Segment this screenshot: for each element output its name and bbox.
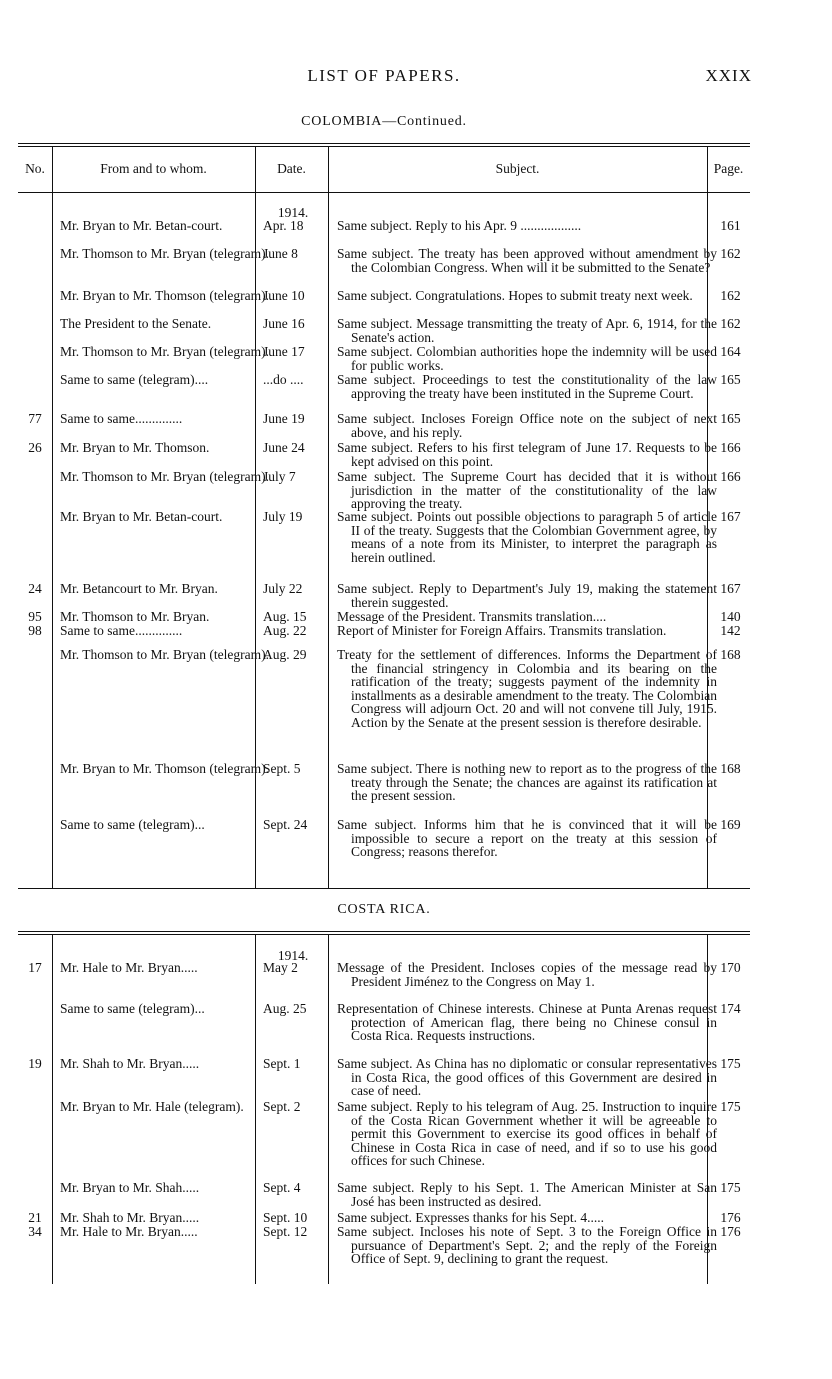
row-number: 34 xyxy=(28,1224,42,1239)
row-date: Aug. 29 xyxy=(263,647,307,662)
row-from-to: Mr. Bryan to Mr. Thomson (telegram). xyxy=(60,288,269,303)
row-subject: Same subject. Proceedings to test the constitutionality of the law approving the treaty have been instituted in the Supreme Court. xyxy=(337,372,717,401)
row-number: 21 xyxy=(28,1210,42,1225)
row-date: June 16 xyxy=(263,316,305,331)
row-from-to: Mr. Thomson to Mr. Bryan (telegram). xyxy=(60,469,269,484)
row-from-to: Mr. Hale to Mr. Bryan..... xyxy=(60,960,198,975)
row-number: 98 xyxy=(28,623,42,638)
row-from-to: Mr. Thomson to Mr. Bryan. xyxy=(60,609,210,624)
row-date: June 8 xyxy=(263,246,298,261)
page-title: LIST OF PAPERS. xyxy=(307,66,461,85)
row-subject: Same subject. Expresses thanks for his Sept. 4..... xyxy=(337,1210,604,1225)
year-label: 1914. xyxy=(277,948,309,963)
row-from-to: Same to same (telegram).... xyxy=(60,372,209,387)
row-date: June 10 xyxy=(263,288,305,303)
row-page: 165 xyxy=(720,411,741,426)
row-from-to: Mr. Shah to Mr. Bryan..... xyxy=(60,1056,200,1071)
row-from-to: Mr. Bryan to Mr. Thomson (telegram). xyxy=(60,761,269,776)
row-number: 77 xyxy=(28,411,42,426)
running-header xyxy=(0,66,832,96)
row-subject: Treaty for the settlement of differences. Informs the Department of the financial stringency in Colombia and its bearing on the ratification of the treaty; suggests payment of the indemnity in installments as a desirable amendment to the treaty. The Colombian Congress will adjourn Oct. 20 and will not convene till July, 1915. Action by the Senate at the present session is therefore desirable. xyxy=(337,647,717,730)
row-subject: Same subject. The treaty has been approved without amendment by the Colombian Congress. When will it be submitted to the Senate? xyxy=(337,246,717,275)
row-subject: Same subject. Reply to his telegram of Aug. 25. Instruction to inquire of the Costa Rican Government whether it will be agreeable to permit this Government to exercise its good offices in behalf of Chinese in Costa Rica in case of need, and if so to use his good offices for such Chinese. xyxy=(337,1099,717,1168)
row-page: 142 xyxy=(720,623,741,638)
row-number: 19 xyxy=(28,1056,42,1071)
row-subject: Same subject. Refers to his first telegram of June 17. Requests to be kept advised on this point. xyxy=(337,440,717,469)
row-subject: Same subject. Reply to his Apr. 9 .................. xyxy=(337,218,582,233)
section-heading-colombia: COLOMBIA—Continued. xyxy=(301,114,467,129)
row-date: Aug. 22 xyxy=(263,623,307,638)
row-date: May 2 xyxy=(263,960,298,975)
row-page: 175 xyxy=(720,1099,741,1114)
row-page: 170 xyxy=(720,960,741,975)
costa-rica-table xyxy=(18,931,750,1286)
row-from-to: Same to same (telegram)... xyxy=(60,1001,205,1016)
row-from-to: Same to same (telegram)... xyxy=(60,817,205,832)
table-rule xyxy=(18,146,750,147)
row-from-to: Mr. Bryan to Mr. Betan-court. xyxy=(60,509,223,524)
row-subject: Same subject. Congratulations. Hopes to submit treaty next week. xyxy=(337,288,693,303)
row-date: Sept. 4 xyxy=(263,1180,301,1195)
row-page: 169 xyxy=(720,817,741,832)
column-header-no: No. xyxy=(25,161,45,176)
table-rule xyxy=(18,931,750,932)
row-from-to: Mr. Thomson to Mr. Bryan (telegram). xyxy=(60,647,269,662)
row-from-to: Mr. Bryan to Mr. Thomson. xyxy=(60,440,210,455)
column-header-date: Date. xyxy=(277,161,306,176)
row-subject: Same subject. Colombian authorities hope the indemnity will be used for public works. xyxy=(337,344,717,373)
row-page: 164 xyxy=(720,344,741,359)
column-header-subject: Subject. xyxy=(495,161,540,176)
row-from-to: Mr. Betancourt to Mr. Bryan. xyxy=(60,581,218,596)
row-date: July 19 xyxy=(263,509,303,524)
row-date: June 19 xyxy=(263,411,305,426)
row-date: July 22 xyxy=(263,581,303,596)
row-date: Sept. 10 xyxy=(263,1210,308,1225)
row-subject: Message of the President. Transmits translation.... xyxy=(337,609,607,624)
row-subject: Same subject. Incloses Foreign Office note on the subject of next above, and his reply. xyxy=(337,411,717,440)
row-subject: Same subject. Reply to his Sept. 1. The American Minister at San José has been instructed as desired. xyxy=(337,1180,717,1209)
row-subject: Same subject. The Supreme Court has decided that it is without jurisdiction in the matter of the constitutionality of the law approving the treaty. xyxy=(337,469,717,511)
row-page: 165 xyxy=(720,372,741,387)
section-heading-costa-rica: COSTA RICA. xyxy=(337,902,431,917)
column-divider xyxy=(328,934,329,1284)
row-subject: Same subject. Reply to Department's July 19, making the statement therein suggested. xyxy=(337,581,717,610)
colombia-table xyxy=(18,143,750,890)
column-divider xyxy=(52,934,53,1284)
table-rule xyxy=(18,888,750,889)
row-date: Aug. 15 xyxy=(263,609,307,624)
row-date: Sept. 1 xyxy=(263,1056,301,1071)
row-page: 168 xyxy=(720,761,741,776)
row-from-to: Mr. Thomson to Mr. Bryan (telegram). xyxy=(60,246,269,261)
page-number: XXIX xyxy=(705,66,752,85)
row-date: Sept. 24 xyxy=(263,817,308,832)
row-page: 167 xyxy=(720,581,741,596)
row-page: 162 xyxy=(720,246,741,261)
row-subject: Same subject. There is nothing new to report as to the progress of the treaty through the Senate; the chances are against its ratification at the present session. xyxy=(337,761,717,803)
row-date: June 24 xyxy=(263,440,305,455)
row-date: June 17 xyxy=(263,344,305,359)
row-page: 161 xyxy=(720,218,741,233)
column-header-page: Page. xyxy=(713,161,744,176)
row-from-to: Mr. Hale to Mr. Bryan..... xyxy=(60,1224,198,1239)
row-date: Aug. 25 xyxy=(263,1001,307,1016)
row-page: 176 xyxy=(720,1224,741,1239)
row-subject: Same subject. Informs him that he is convinced that it will be impossible to secure a report on the treaty at this session of Congress; reasons therefor. xyxy=(337,817,717,859)
row-number: 95 xyxy=(28,609,42,624)
row-number: 24 xyxy=(28,581,42,596)
row-from-to: The President to the Senate. xyxy=(60,316,212,331)
row-date: Sept. 5 xyxy=(263,761,301,776)
row-page: 176 xyxy=(720,1210,741,1225)
row-from-to: Same to same.............. xyxy=(60,411,183,426)
row-subject: Same subject. Message transmitting the treaty of Apr. 6, 1914, for the Senate's action. xyxy=(337,316,717,345)
row-page: 175 xyxy=(720,1180,741,1195)
row-page: 162 xyxy=(720,288,741,303)
row-date: ...do .... xyxy=(263,372,304,387)
row-subject: Report of Minister for Foreign Affairs. Transmits translation. xyxy=(337,623,667,638)
table-rule xyxy=(18,934,750,935)
row-date: Sept. 12 xyxy=(263,1224,308,1239)
row-subject: Same subject. Incloses his note of Sept. 3 to the Foreign Office in pursuance of Department's Sept. 2; and the reply of the Foreign Office of Sept. 9, declining to grant the request. xyxy=(337,1224,717,1266)
row-subject: Representation of Chinese interests. Chinese at Punta Arenas request protection of American flag, there being no Chinese consul in Costa Rica. Requests instructions. xyxy=(337,1001,717,1043)
row-from-to: Same to same.............. xyxy=(60,623,183,638)
year-label: 1914. xyxy=(277,205,309,220)
row-subject: Same subject. As China has no diplomatic or consular representatives in Costa Rica, the good offices of this Government are desired in case of need. xyxy=(337,1056,717,1098)
row-date: Sept. 2 xyxy=(263,1099,301,1114)
row-page: 167 xyxy=(720,509,741,524)
row-from-to: Mr. Thomson to Mr. Bryan (telegram). xyxy=(60,344,269,359)
table-rule xyxy=(18,192,750,193)
column-header-from: From and to whom. xyxy=(100,161,207,176)
row-page: 162 xyxy=(720,316,741,331)
row-page: 175 xyxy=(720,1056,741,1071)
row-date: Apr. 18 xyxy=(263,218,304,233)
row-subject: Same subject. Points out possible objections to paragraph 5 of article II of the treaty. Suggests that the Colombian Government agree, by means of a note from its Minister, to interpret the paragraph as herein outlined. xyxy=(337,509,717,565)
row-from-to: Mr. Bryan to Mr. Betan-court. xyxy=(60,218,223,233)
row-page: 174 xyxy=(720,1001,741,1016)
column-divider xyxy=(52,146,53,888)
row-page: 166 xyxy=(720,440,741,455)
row-subject: Message of the President. Incloses copies of the message read by President Jiménez to the Congress on May 1. xyxy=(337,960,717,989)
row-from-to: Mr. Shah to Mr. Bryan..... xyxy=(60,1210,200,1225)
row-from-to: Mr. Bryan to Mr. Shah..... xyxy=(60,1180,200,1195)
row-date: July 7 xyxy=(263,469,296,484)
column-divider xyxy=(328,146,329,888)
row-page: 168 xyxy=(720,647,741,662)
row-page: 140 xyxy=(720,609,741,624)
row-page: 166 xyxy=(720,469,741,484)
row-number: 26 xyxy=(28,440,42,455)
row-from-to: Mr. Bryan to Mr. Hale (telegram). xyxy=(60,1099,244,1114)
table-rule xyxy=(18,143,750,144)
row-number: 17 xyxy=(28,960,42,975)
